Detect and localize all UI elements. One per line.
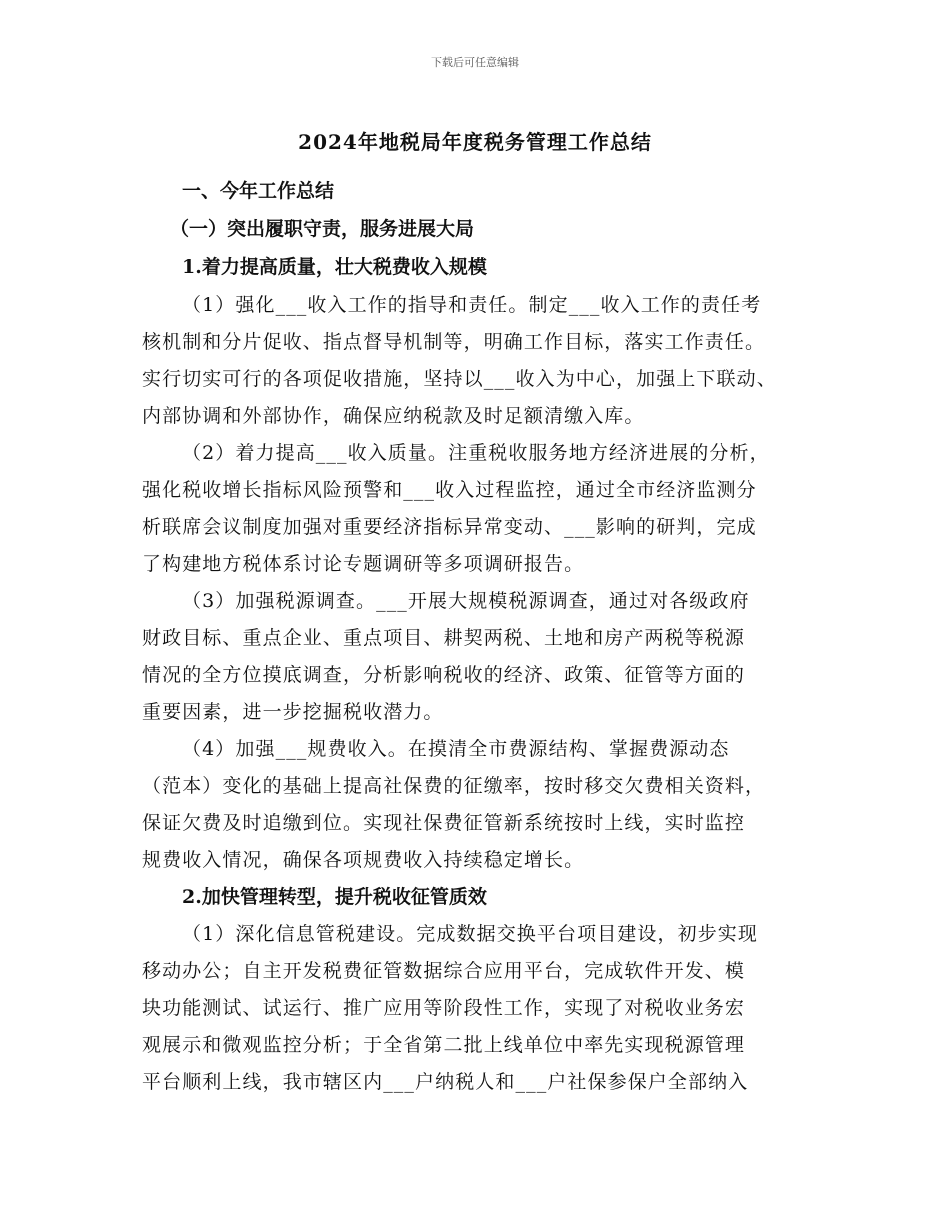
text-line: 块功能测试、试运行、推广应用等阶段性工作，实现了对税收业务宏 <box>142 997 746 1019</box>
text-line: 析联席会议制度加强对重要经济指标异常变动、___影响的研判，完成 <box>142 516 757 538</box>
text-line: 观展示和微观监控分析；于全省第二批上线单位中率先实现税源管理 <box>142 1034 746 1056</box>
text-line: （范本）变化的基础上提高社保费的征缴率，按时移交欠费相关资料， <box>142 775 766 797</box>
text-line: （3）加强税源调查。___开展大规模税源调查，通过对各级政府 <box>182 590 750 612</box>
header-note: 下载后可任意编辑 <box>431 56 519 69</box>
text-line: 规费收入情况，确保各项规费收入持续稳定增长。 <box>142 849 585 871</box>
section-heading: 一、今年工作总结 <box>182 180 335 202</box>
text-line: 实行切实可行的各项促收措施，坚持以___收入为中心，加强上下联动、 <box>142 368 777 390</box>
text-line: 财政目标、重点企业、重点项目、耕契两税、土地和房产两税等税源 <box>142 627 746 649</box>
text-line: 强化税收增长指标风险预警和___收入过程监控，通过全市经济监测分 <box>142 479 757 501</box>
text-line: 移动办公；自主开发税费征管数据综合应用平台，完成软件开发、模 <box>142 960 746 982</box>
text-line: 保证欠费及时追缴到位。实现社保费征管新系统按时上线，实时监控 <box>142 812 746 834</box>
text-line: 内部协调和外部协作，确保应纳税款及时足额清缴入库。 <box>142 405 645 427</box>
text-line: 了构建地方税体系讨论专题调研等多项调研报告。 <box>142 553 585 575</box>
item-heading-2: 2.加快管理转型，提升税收征管质效 <box>182 886 487 908</box>
text-line: 核机制和分片促收、指点督导机制等，明确工作目标，落实工作责任。 <box>142 331 766 353</box>
item-heading-1: 1.着力提高质量，壮大税费收入规模 <box>182 256 487 278</box>
text-line: 平台顺利上线，我市辖区内___户纳税人和___户社保参保户全部纳入 <box>142 1071 749 1093</box>
text-line: （2）着力提高___收入质量。注重税收服务地方经济进展的分析， <box>182 442 770 464</box>
text-line: （1）强化___收入工作的指导和责任。制定___收入工作的责任考 <box>182 294 762 316</box>
subsection-heading: （一）突出履职守责，服务进展大局 <box>170 218 475 240</box>
text-line: 重要因素，进一步挖掘税收潜力。 <box>142 701 444 723</box>
text-line: （4）加强___规费收入。在摸清全市费源结构、掌握费源动态 <box>182 738 730 760</box>
text-line: （1）深化信息管税建设。完成数据交换平台项目建设，初步实现 <box>182 923 758 945</box>
text-line: 情况的全方位摸底调查，分析影响税收的经济、政策、征管等方面的 <box>142 664 746 686</box>
document-title: 2024年地税局年度税务管理工作总结 <box>298 130 652 154</box>
